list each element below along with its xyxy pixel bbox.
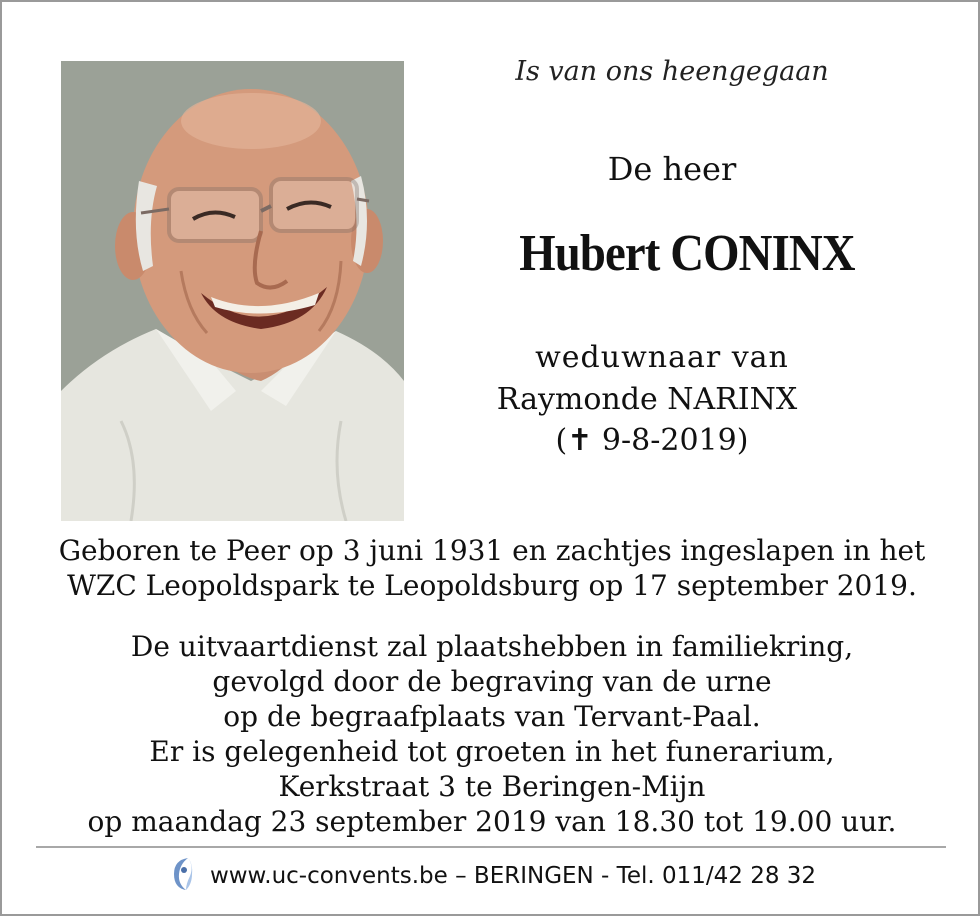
birth-death-line: WZC Leopoldspark te Leopoldsburg op 17 september 2019. — [67, 569, 917, 602]
funeral-line: op de begraafplaats van Tervant-Paal. — [223, 700, 761, 733]
intro-text: Is van ons heengegaan — [515, 56, 829, 87]
funeral-line: De uitvaartdienst zal plaatshebben in familiekring, — [130, 630, 854, 663]
footer — [102, 854, 882, 898]
footer-divider — [36, 846, 946, 848]
footer-contact: www.uc-convents.be – BERINGEN - Tel. 011/42 28 32 — [209, 863, 817, 889]
salutation: De heer — [607, 150, 737, 188]
portrait-photo — [61, 61, 404, 521]
funeral-line: gevolgd door de begraving van de urne — [212, 665, 772, 698]
spouse-name: Raymonde NARINX — [496, 382, 798, 417]
funeral-line: op maandag 23 september 2019 van 18.30 tot 19.00 uur. — [87, 805, 897, 838]
funeral-line: Er is gelegenheid tot groeten in het funerarium, — [149, 735, 835, 768]
birth-death-line: Geboren te Peer op 3 juni 1931 en zachtjes ingeslapen in het — [58, 534, 926, 567]
funeral-line: Kerkstraat 3 te Beringen-Mijn — [278, 770, 706, 803]
funeral-home-logo-icon — [168, 854, 196, 898]
relation-label: weduwnaar van — [535, 340, 789, 375]
spouse-death-date: (✝ 9-8-2019) — [555, 423, 749, 458]
deceased-name: Hubert CONINX — [519, 225, 855, 282]
